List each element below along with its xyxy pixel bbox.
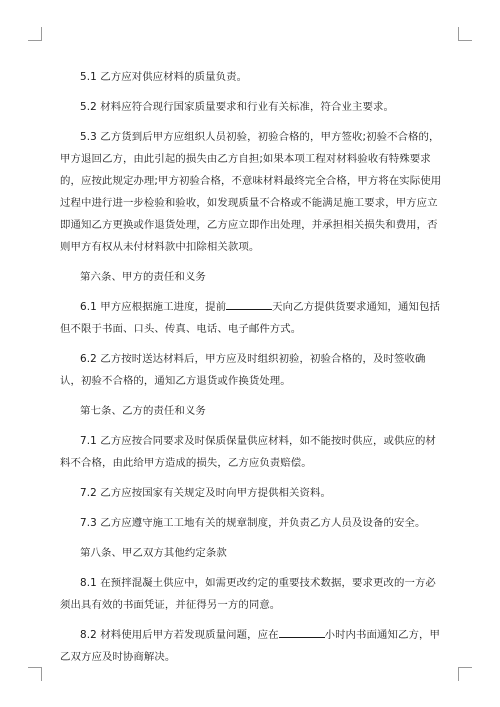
crop-mark-bottom-right-v (458, 667, 459, 681)
paragraph-8-1 (60, 572, 444, 616)
paragraph-5-3-text: 5.3 乙方货到后甲方应组织人员初验，初验合格的，甲方签收;初验不合格的，甲方退回乙方，由此引起的损失由乙方自担;如果本项工程对材料验收有特殊要求的，应按此规定办理;甲方初验合格，不意味材料最终完全合格，甲方将在实际使用过程中进行进一步检验和验收，如发现质量不合格或不能满足施工要求，甲方应立即通知乙方更换或作退货处理，乙方应立即作出处理，并承担相关损失和费用，否则甲方有权从未付材料款中扣除相关款项。 (60, 131, 442, 253)
paragraph-8-2 (60, 624, 444, 668)
article-7-title-text: 第七条、乙方的责任和义务 (80, 405, 206, 417)
paragraph-7-2-text: 7.2 乙方应按国家有关规定及时向甲方提供相关资料。 (80, 487, 332, 499)
paragraph-7-1 (60, 430, 444, 474)
paragraph-8-1-text: 8.1 在预拌混凝土供应中，如需更改约定的重要技术数据，要求更改的一方必须出具有效的书面凭证，并征得另一方的同意。 (60, 577, 436, 611)
crop-mark-top-right-v (458, 27, 459, 41)
paragraph-6-2-text: 6.2 乙方按时送达材料后，甲方应及时组织初验，初验合格的，及时签收确认，初验不合格的，通知乙方退货或作换货处理。 (60, 353, 426, 387)
crop-mark-top-left-h (28, 40, 42, 41)
paragraph-7-3 (60, 512, 444, 534)
crop-mark-bottom-right-h (458, 667, 472, 668)
document-body (60, 66, 444, 676)
paragraph-5-1-text: 5.1 乙方应对供应材料的质量负责。 (80, 71, 248, 83)
paragraph-8-2-text-b: 小时内书面通知乙方，甲乙双方应及时协商解决。 (60, 629, 440, 663)
paragraph-6-2 (60, 348, 444, 392)
paragraph-8-2-text-a: 8.2 材料使用后甲方若发现质量问题，应在 (80, 629, 279, 641)
paragraph-7-2 (60, 482, 444, 504)
crop-mark-top-right-h (458, 40, 472, 41)
crop-mark-bottom-left-v (41, 667, 42, 681)
paragraph-6-1-text-a: 6.1 甲方应根据施工进度，提前 (80, 301, 227, 313)
paragraph-5-2-text: 5.2 材料应符合现行国家质量要求和行业有关标准，符合业主要求。 (80, 101, 394, 113)
article-6-title (60, 266, 444, 288)
paragraph-7-1-text: 7.1 乙方应按合同要求及时保质保量供应材料，如不能按时供应，或供应的材料不合格，由此给甲方造成的损失，乙方应负责赔偿。 (60, 435, 436, 469)
article-7-title (60, 400, 444, 422)
article-6-title-text: 第六条、甲方的责任和义务 (80, 271, 206, 283)
fill-in-blank-days[interactable] (226, 297, 272, 310)
paragraph-6-1-text-b: 天向乙方提供货要求通知，通知包括但不限于书面、口头、传真、电话、电子邮件方式。 (60, 301, 440, 335)
paragraph-5-1 (60, 66, 444, 88)
article-8-title (60, 542, 444, 564)
paragraph-6-1 (60, 296, 444, 340)
crop-mark-bottom-left-h (28, 667, 42, 668)
crop-mark-top-left-v (41, 27, 42, 41)
paragraph-5-2 (60, 96, 444, 118)
fill-in-blank-hours[interactable] (279, 625, 325, 638)
paragraph-5-3 (60, 126, 444, 258)
paragraph-7-3-text: 7.3 乙方应遵守施工工地有关的规章制度，并负责乙方人员及设备的安全。 (80, 517, 426, 529)
article-8-title-text: 第八条、甲乙双方其他约定条款 (80, 547, 227, 559)
